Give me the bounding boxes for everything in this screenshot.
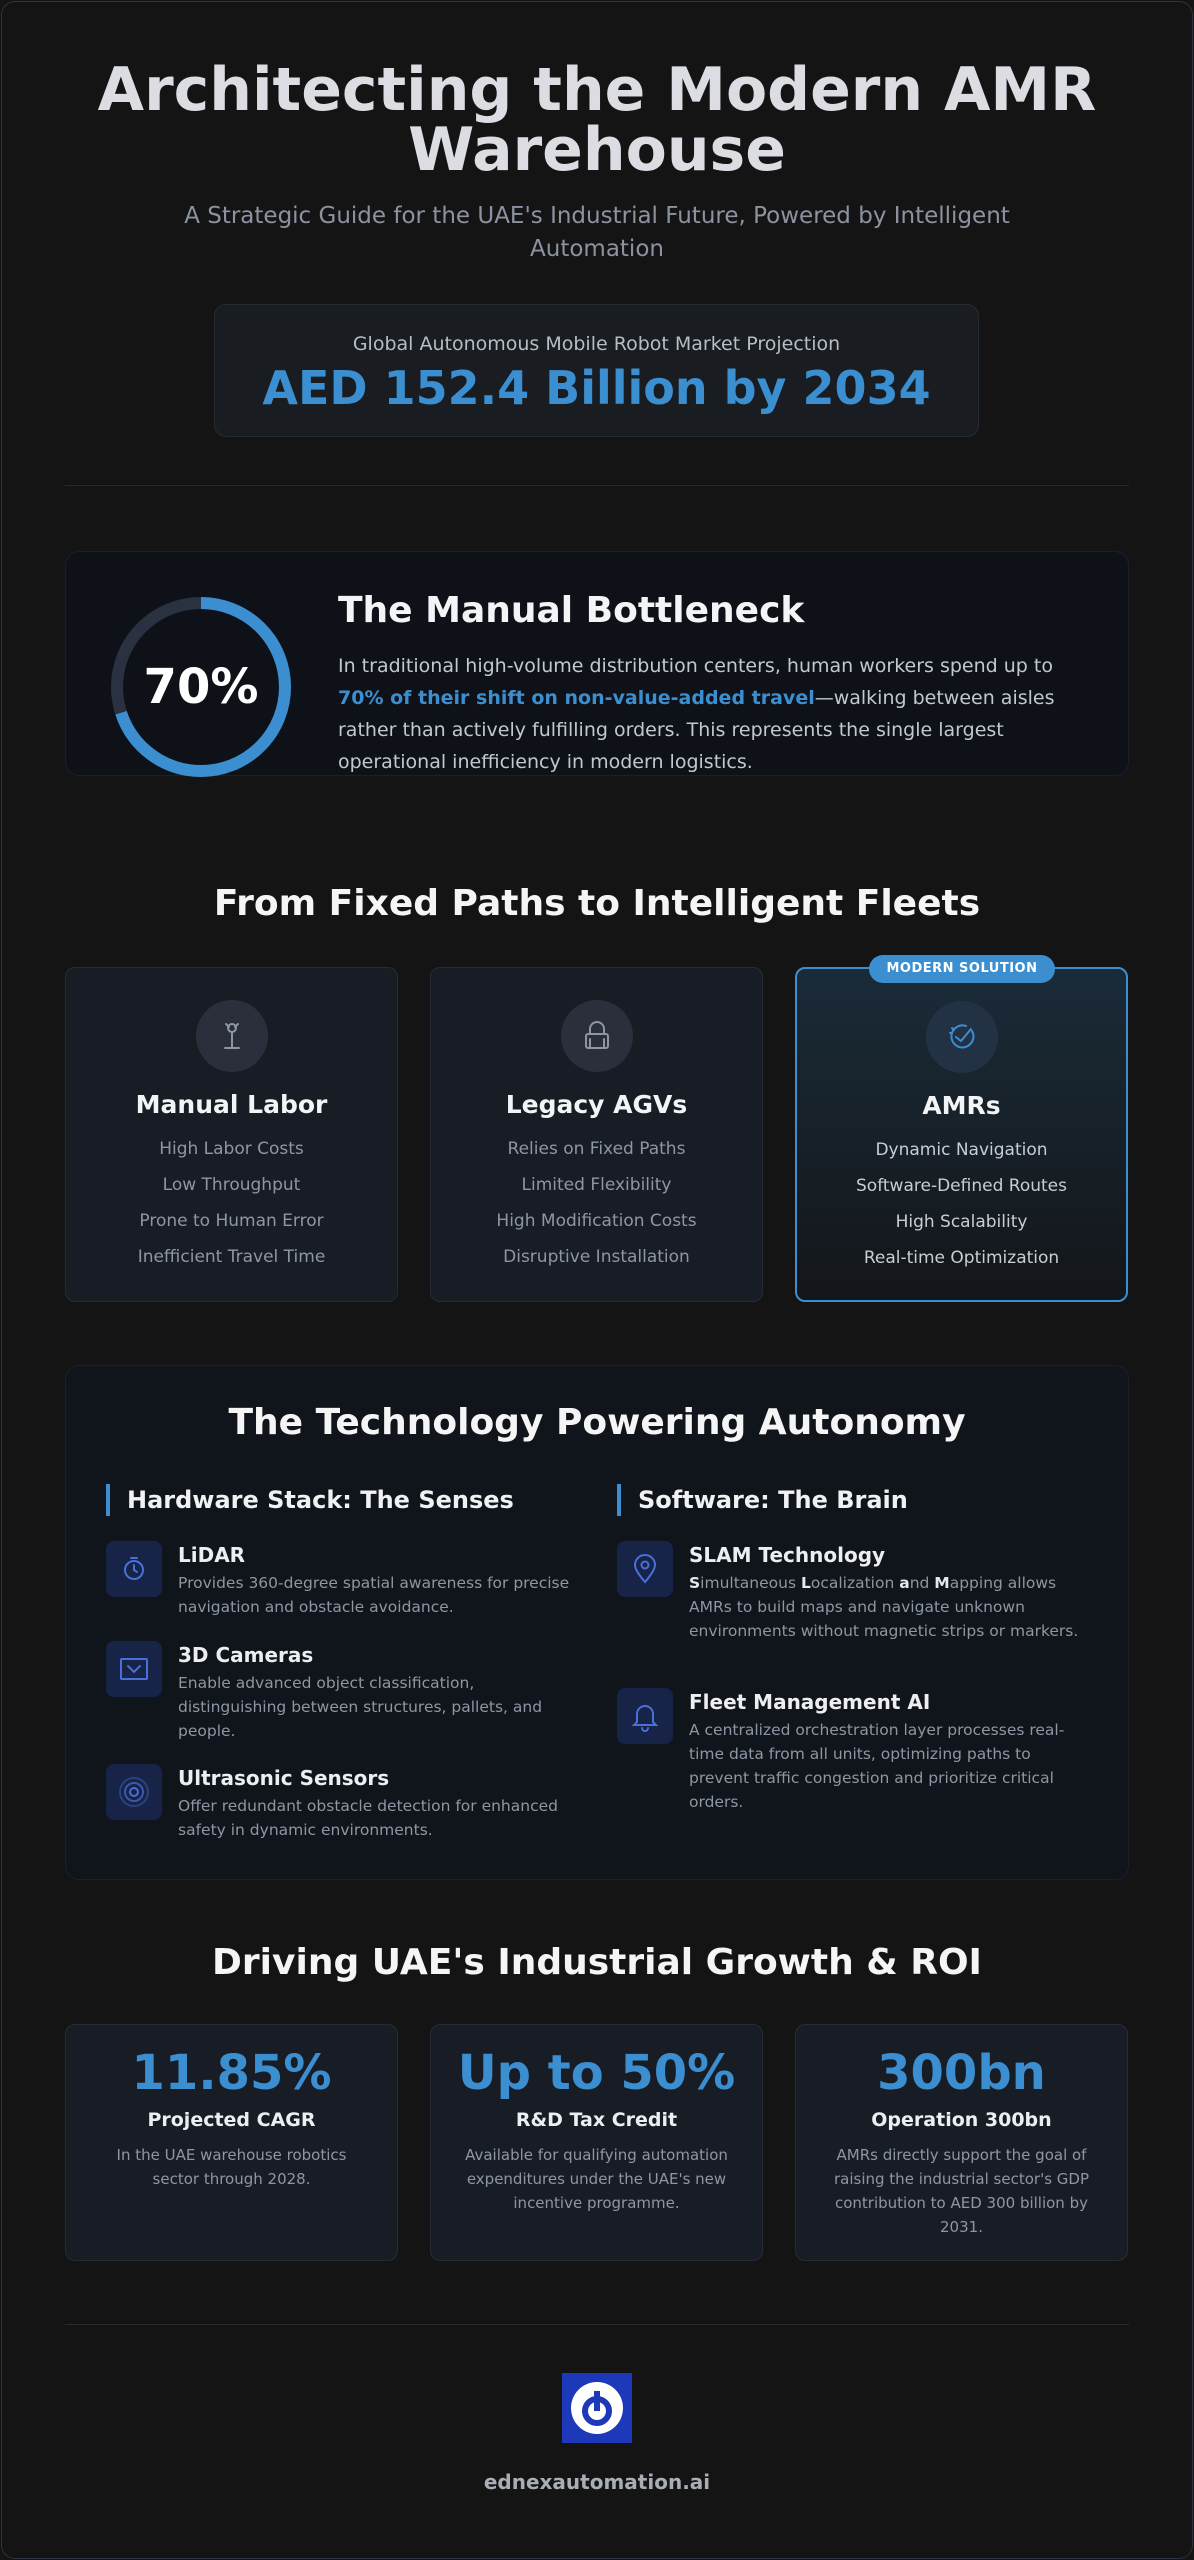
footer-website-link[interactable]: ednexautomation.ai bbox=[483, 2470, 711, 2494]
list-item: Prone to Human Error bbox=[139, 1211, 324, 1231]
list-item: High Modification Costs bbox=[496, 1211, 697, 1231]
feature-name: SLAM Technology bbox=[689, 1543, 886, 1567]
roi-title: Driving UAE's Industrial Growth & ROI bbox=[212, 1942, 982, 1983]
bell-icon bbox=[617, 1688, 673, 1744]
feature-name: Fleet Management AI bbox=[689, 1690, 931, 1714]
feature-description: Offer redundant obstacle detection for enhanced safety in dynamic environments. bbox=[178, 1797, 558, 1839]
bottleneck-text-end: —walking between aisles rather than actively fulfilling orders. This represents the single largest operational inefficiency in modern logistics. bbox=[338, 687, 1055, 773]
card-amrs bbox=[795, 961, 1128, 1302]
worker-icon bbox=[196, 1000, 268, 1072]
manual-bottleneck-section bbox=[65, 551, 1129, 776]
roi-value: Up to 50% bbox=[457, 2045, 736, 2101]
roi-description: Available for qualifying automation expenditures under the UAE's new incentive programme. bbox=[465, 2146, 728, 2212]
divider bbox=[65, 2324, 1129, 2325]
roi-value: 11.85% bbox=[131, 2045, 332, 2101]
technology-section bbox=[65, 1365, 1129, 1880]
list-item: Software-Defined Routes bbox=[856, 1176, 1067, 1196]
roi-description: AMRs directly support the goal of raising the industrial sector's GDP contribution to AED 300 billion by 2031. bbox=[834, 2146, 1089, 2236]
market-projection-box bbox=[214, 304, 979, 437]
desc-text: apping allows AMRs to build maps and navigate unknown environments without magnetic strips or markers. bbox=[689, 1574, 1079, 1640]
software-heading: Software: The Brain bbox=[617, 1484, 908, 1516]
feature-description: Provides 360-degree spatial awareness for precise navigation and obstacle avoidance. bbox=[178, 1574, 570, 1616]
list-item: Disruptive Installation bbox=[503, 1247, 690, 1267]
evolution-title: From Fixed Paths to Intelligent Fleets bbox=[213, 883, 981, 924]
title-line-1: Architecting the Modern AMR bbox=[97, 55, 1097, 125]
title-line-2: Warehouse bbox=[408, 115, 786, 185]
roi-label: R&D Tax Credit bbox=[515, 2109, 678, 2131]
sonar-icon bbox=[106, 1764, 162, 1820]
roi-label: Projected CAGR bbox=[147, 2109, 316, 2131]
roi-card-cagr bbox=[65, 2024, 398, 2261]
feature-description: Enable advanced object classification, distinguishing between structures, pallets, and people. bbox=[178, 1674, 543, 1740]
list-item: Real-time Optimization bbox=[863, 1248, 1060, 1268]
acronym-letter: S bbox=[689, 1574, 701, 1592]
list-item: Relies on Fixed Paths bbox=[507, 1139, 686, 1159]
donut-percent-label: 70% bbox=[143, 659, 259, 715]
card-feature-list bbox=[431, 1131, 762, 1275]
roi-card-tax-credit bbox=[430, 2024, 763, 2261]
hardware-heading: Hardware Stack: The Senses bbox=[106, 1484, 514, 1516]
desc-text: imultaneous bbox=[700, 1574, 801, 1592]
list-item: Dynamic Navigation bbox=[875, 1140, 1048, 1160]
bottleneck-text-start: In traditional high-volume distribution centers, human workers spend up to bbox=[338, 655, 1053, 677]
desc-text: ocalization bbox=[810, 1574, 900, 1592]
feature-description: A centralized orchestration layer processes real-time data from all units, optimizing paths to prevent traffic congestion and prioritize critical orders. bbox=[689, 1721, 1065, 1811]
page-title bbox=[0, 55, 1194, 185]
lidar-icon bbox=[106, 1541, 162, 1597]
market-label: Global Autonomous Mobile Robot Market Projection bbox=[352, 333, 841, 355]
technology-title: The Technology Powering Autonomy bbox=[228, 1402, 966, 1443]
roi-value: 300bn bbox=[877, 2045, 1046, 2101]
market-value: AED 152.4 Billion by 2034 bbox=[262, 361, 931, 415]
list-item: Limited Flexibility bbox=[521, 1175, 672, 1195]
list-item: Low Throughput bbox=[162, 1175, 301, 1195]
roi-card-operation-300bn bbox=[795, 2024, 1128, 2261]
roi-description: In the UAE warehouse robotics sector through 2028. bbox=[116, 2146, 347, 2188]
feature-name: LiDAR bbox=[178, 1543, 246, 1567]
map-pin-icon bbox=[617, 1541, 673, 1597]
camera-icon bbox=[106, 1641, 162, 1697]
page-subtitle: A Strategic Guide for the UAE's Industrial Future, Powered by Intelligent Automation bbox=[184, 203, 1010, 262]
feature-name: 3D Cameras bbox=[178, 1643, 314, 1667]
list-item: High Labor Costs bbox=[159, 1139, 304, 1159]
bottleneck-highlight: 70% of their shift on non-value-added travel bbox=[338, 687, 815, 709]
bottleneck-text bbox=[338, 650, 1098, 778]
card-feature-list bbox=[66, 1131, 397, 1275]
power-logo-icon[interactable] bbox=[562, 2373, 632, 2443]
card-manual-labor bbox=[65, 967, 398, 1302]
divider bbox=[65, 485, 1129, 486]
feature-name: Ultrasonic Sensors bbox=[178, 1766, 390, 1790]
acronym-letter: a bbox=[899, 1574, 910, 1592]
card-title: Manual Labor bbox=[135, 1090, 328, 1119]
modern-solution-badge: MODERN SOLUTION bbox=[869, 955, 1055, 983]
list-item: Inefficient Travel Time bbox=[137, 1247, 326, 1267]
feature-description bbox=[689, 1571, 1089, 1643]
acronym-letter: L bbox=[800, 1574, 811, 1592]
agv-icon bbox=[561, 1000, 633, 1072]
card-feature-list bbox=[797, 1132, 1126, 1276]
card-title: AMRs bbox=[922, 1091, 1001, 1120]
acronym-letter: M bbox=[934, 1574, 950, 1592]
roi-label: Operation 300bn bbox=[871, 2109, 1052, 2131]
desc-text: nd bbox=[909, 1574, 935, 1592]
amr-icon bbox=[926, 1001, 998, 1073]
card-legacy-agvs bbox=[430, 967, 763, 1302]
card-title: Legacy AGVs bbox=[505, 1090, 688, 1119]
bottleneck-title: The Manual Bottleneck bbox=[338, 590, 805, 631]
list-item: High Scalability bbox=[895, 1212, 1028, 1232]
